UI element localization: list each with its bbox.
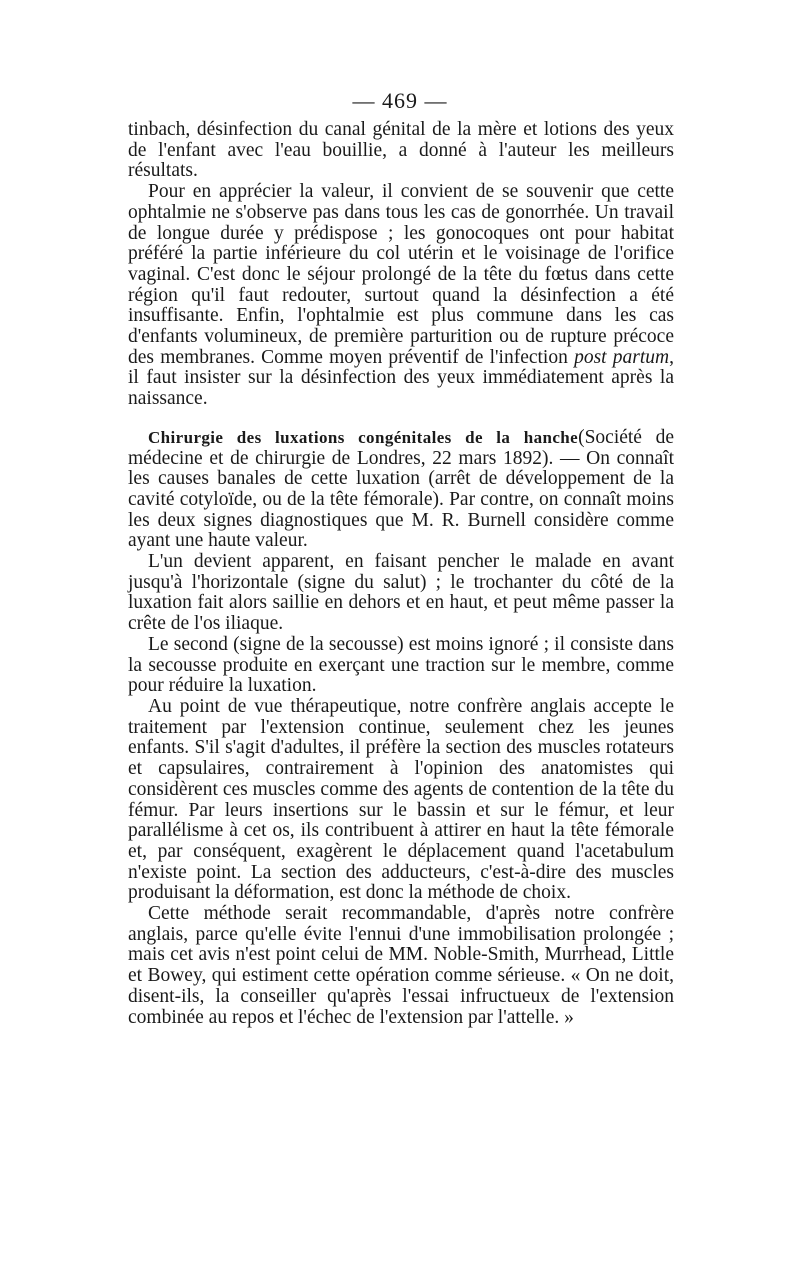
page-number: — 469 — <box>352 88 448 113</box>
paragraph-ophtalmie-end: , il faut insister sur la désinfection des yeux immédiatement après la naissance. <box>128 346 674 410</box>
section-intro-text: (Société de médecine et de chirurgie de Londres, 22 mars 1892). — On connaît les causes banales de cette luxation (arrêt de développement de la cavité cotyloïde, ou de la tête fémorale). Par contre, on connaît moins les deux signes diagnostiques que M. R. Burnell considère comme ayant une haute valeur. <box>128 426 674 552</box>
paragraph-ophtalmie <box>128 182 674 410</box>
paragraph-signe-salut: L'un devient apparent, en faisant pencher le malade en avant jusqu'à l'horizontale (signe du salut) ; le trochanter du côté de la luxation fait alors saillie en dehors et en haut, et peut même passer la crête de l'os iliaque. <box>128 551 674 635</box>
italic-post-partum: post partum <box>574 346 670 368</box>
section-intro <box>128 428 674 552</box>
paragraph-continuation: tinbach, désinfection du canal génital de la mère et lotions des yeux de l'enfant avec l'eau bouillie, a donné à l'auteur les meilleurs résultats. <box>128 119 674 182</box>
body-text <box>128 120 674 1028</box>
paragraph-methode: Cette méthode serait recommandable, d'après notre confrère anglais, parce qu'elle évite l'ennui d'une immobilisation prolongée ; mais cet avis n'est point celui de MM. Noble-Smith, Murrhead, Little et Bowey, qui estiment cette opération comme sérieuse. « On ne doit, disent-ils, la conseiller qu'après l'essai infructueux de l'extension combinée au repos et l'échec de l'extension par l'attelle. » <box>128 903 674 1028</box>
paragraph-therapeutique: Au point de vue thérapeutique, notre confrère anglais accepte le traitement par l'extension continue, seulement chez les jeunes enfants. S'il s'agit d'adultes, il préfère la section des muscles rotateurs et capsulaires, contrairement à l'opinion des anatomistes qui considèrent ces muscles comme des agents de contention de la tête du fémur. Par leurs insertions sur le bassin et sur le fémur, et leur parallélisme à cet os, ils contribuent à attirer en haut la tête fémorale et, par conséquent, exagèrent le déplacement quand l'acetabulum n'existe point. La section des adducteurs, c'est-à-dire des muscles produisant la déformation, est donc la méthode de choix. <box>128 695 674 904</box>
paragraph-signe-secousse: Le second (signe de la secousse) est moins ignoré ; il consiste dans la secousse produite en exerçant une traction sur le membre, comme pour réduire la luxation. <box>128 633 674 697</box>
section-title: Chirurgie des luxations congénitales de la hanche <box>148 427 579 447</box>
paragraph-ophtalmie-text: Pour en apprécier la valeur, il convient de se souvenir que cette ophtalmie ne s'observe pas dans tous les cas de gonorrhée. Un travail de longue durée y prédispose ; les gonocoques ont pour habitat préféré la partie inférieure du col utérin et le voisinage de l'orifice vaginal. C'est donc le séjour prolongé de la tête du fœtus dans cette région qu'il faut redouter, surtout quand la désinfection a été insuffisante. Enfin, l'ophtalmie est plus commune dans les cas d'enfants volumineux, de première parturition ou de rupture précoce des membranes. Comme moyen préventif de l'infection <box>128 181 674 368</box>
